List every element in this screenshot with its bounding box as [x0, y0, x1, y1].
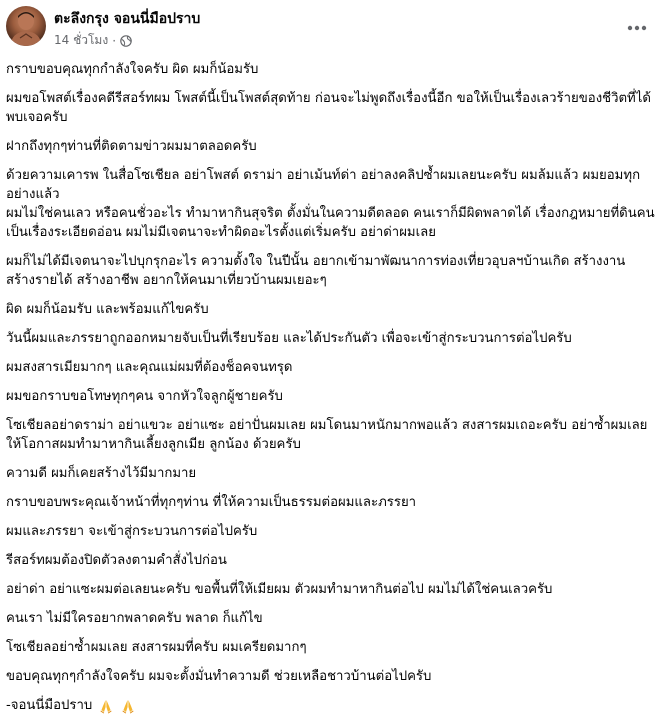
more-options-button[interactable]	[622, 10, 652, 40]
post-paragraph: ผมขอโพสต์เรื่องคดีรีสอร์ทผม โพสต์นี้เป็นโพสต์สุดท้าย ก่อนจะไม่พูดถึงเรื่องนี้อีก ขอให้เป็นเรื่องเลวร้ายของชีวิตที่ได้พบเจอครับ	[6, 91, 651, 125]
folded-hands-icon	[98, 698, 114, 714]
post-paragraph: วันนี้ผมและภรรยาถูกออกหมายจับเป็นที่เรียบร้อย และได้ประกันตัว เพื่อจะเข้าสู่กระบวนการต่อไปครับ	[6, 331, 572, 346]
post-paragraph: ฝากถึงทุกๆท่านที่ติดตามข่าวผมมาตลอดครับ	[6, 139, 257, 154]
post-time[interactable]: 14 ชั่วโมง	[54, 33, 109, 47]
avatar[interactable]	[6, 6, 46, 46]
post-paragraph: ผมก็ไม่ได้มีเจตนาจะไปบุกรุกอะไร ความตั้งใจ ในปีนั้น อยากเข้ามาพัฒนาการท่องเที่ยวอุบลฯบ้านเกิด สร้างงาน สร้างรายได้ สร้างอาชีพ อยากให้คนมาเที่ยวบ้านผมเยอะๆ	[6, 254, 626, 288]
post-paragraph: คนเรา ไม่มีใครอยากพลาดครับ พลาด ก็แก้ไข	[6, 611, 263, 626]
post-header	[6, 6, 658, 52]
post-paragraph: ผิด ผมก็น้อมรับ และพร้อมแก้ไขครับ	[6, 302, 209, 317]
more-options-icon	[627, 16, 647, 35]
globe-icon	[120, 35, 132, 47]
post-paragraph: อย่าด่า อย่าแซะผมต่อเลยนะครับ ขอพื้นที่ให้เมียผม ตัวผมทำมาหากินต่อไป ผมไม่ได้ใช่คนเลวครับ	[6, 582, 553, 597]
post-body	[6, 60, 656, 725]
post-paragraph: กราบขอบพระคุณเจ้าหน้าที่ทุกๆท่าน ที่ให้ความเป็นธรรมต่อผมและภรรยา	[6, 495, 417, 510]
post-paragraph: ความดี ผมก็เคยสร้างไว้มีมากมาย	[6, 466, 197, 481]
post-paragraph: รีสอร์ทผมต้องปิดตัวลงตามคำสั่งไปก่อน	[6, 553, 227, 568]
signature: -จอนนี่มือปราบ	[6, 698, 93, 713]
meta-separator: ·	[112, 33, 117, 48]
post-paragraph: ผมไม่ใช่คนเลว หรือคนชั่วอะไร ทำมาหากินสุจริต ตั้งมั่นในความดีตลอด คนเราก็มีผิดพลาดได้ เรื่องกฎหมายที่ดินคนเป็นเรื่องระเอียดอ่อน ผมไม่มีเจตนาจะทำผิดอะไรตั้งแต่เริ่มครับ อย่าด่าผมเลย	[6, 206, 655, 240]
post-paragraph: โซเชียลอย่าดราม่า อย่าแขวะ อย่าแซะ อย่าปั่นผมเลย ผมโดนมาหนักมากพอแล้ว สงสารผมเถอะครับ อย่าซ้ำผมเลย ให้โอกาสผมทำมาหากินเลี้ยงลูกเมีย ลูกน้อง ด้วยครับ	[6, 418, 648, 452]
post-paragraph: ผมขอกราบขอโทษทุกๆคน จากหัวใจลูกผู้ชายครับ	[6, 389, 283, 404]
post-paragraph: กราบขอบคุณทุกกำลังใจครับ ผิด ผมก็น้อมรับ	[6, 62, 259, 77]
signature-row	[6, 696, 656, 715]
author-name[interactable]: ตะลึงกรุง จอนนี่มือปราบ	[54, 11, 201, 27]
folded-hands-icon	[120, 698, 136, 714]
post-paragraph: ด้วยความเคารพ ในสื่อโซเชียล อย่าโพสต์ ดราม่า อย่าเม้นท์ด่า อย่าลงคลิปซ้ำผมเลยนะครับ ผมล้มแล้ว ผมยอมทุกอย่างแล้ว	[6, 168, 641, 202]
post-paragraph: ผมสงสารเมียมากๆ และคุณแม่ผมที่ต้องช็อคจนทรุด	[6, 360, 293, 375]
post-paragraph: โซเชียลอย่าซ้ำผมเลย สงสารผมที่ครับ ผมเครียดมากๆ	[6, 640, 307, 655]
post-paragraph: ผมและภรรยา จะเข้าสู่กระบวนการต่อไปครับ	[6, 524, 258, 539]
post-meta	[54, 31, 132, 50]
post-paragraph: ขอบคุณทุกๆกำลังใจครับ ผมจะตั้งมั่นทำความดี ช่วยเหลือชาวบ้านต่อไปครับ	[6, 669, 432, 684]
